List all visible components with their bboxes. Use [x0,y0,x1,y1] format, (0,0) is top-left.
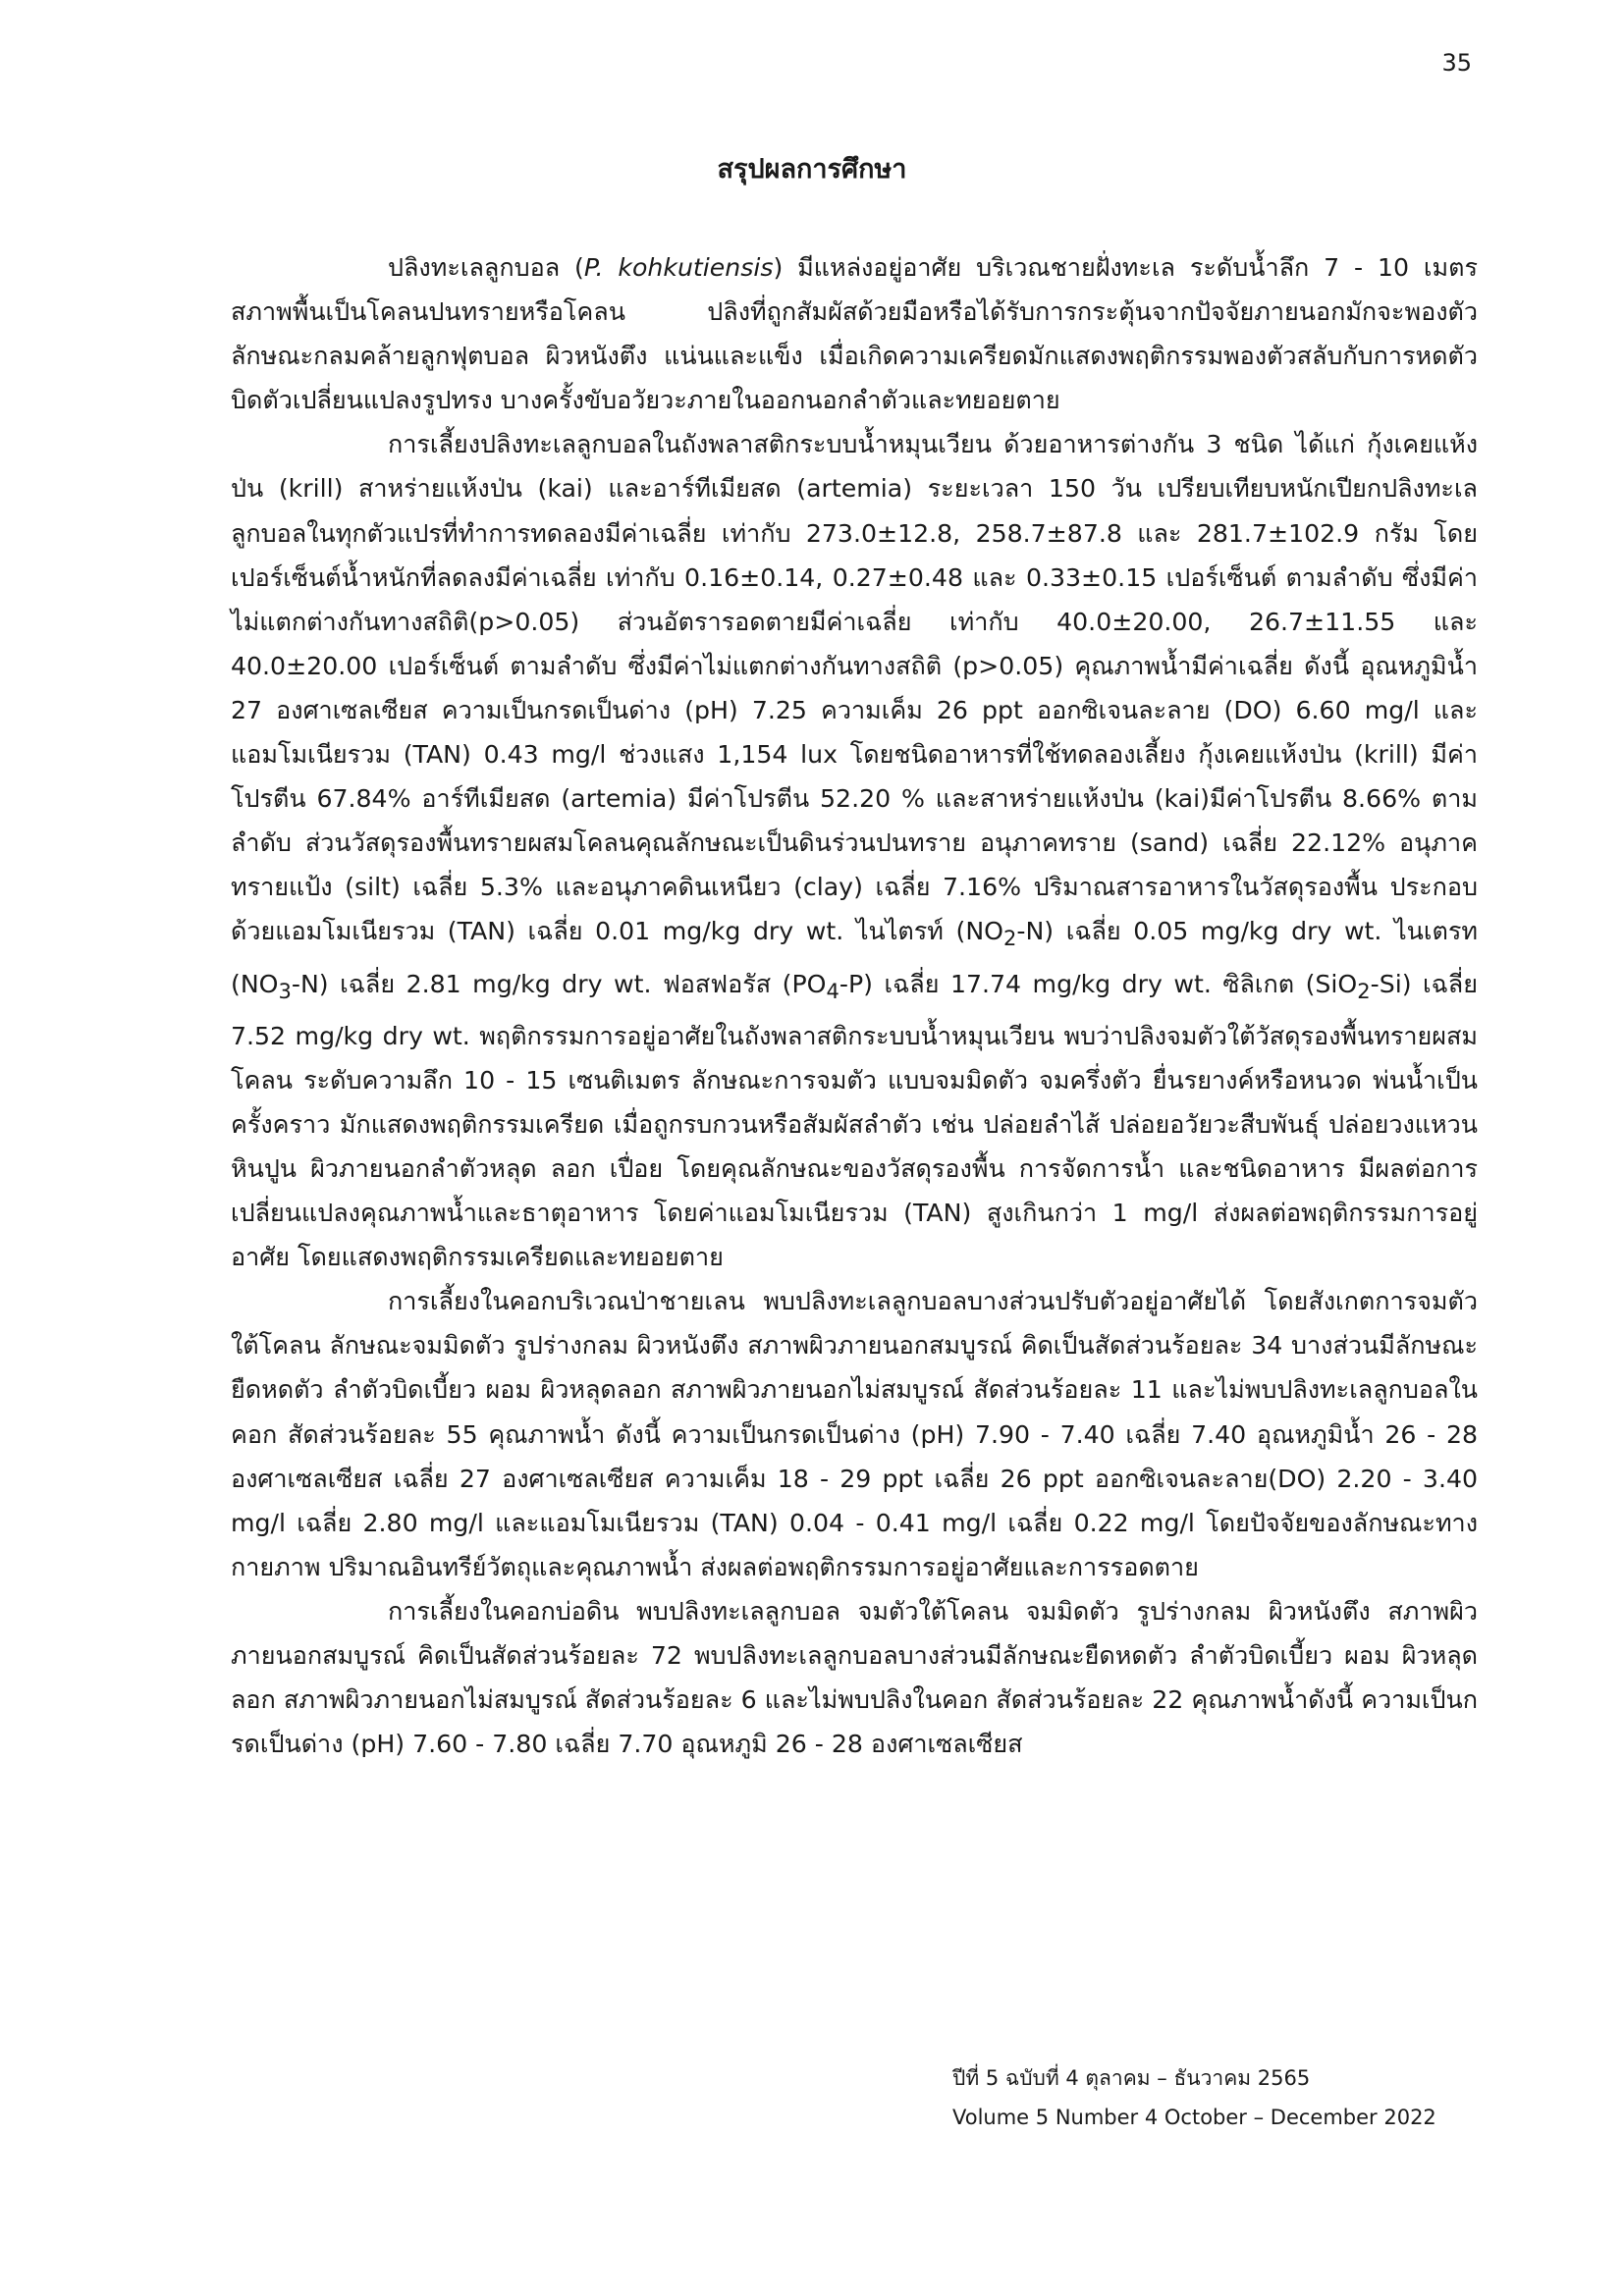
journal-footer [952,2058,1492,2137]
species-name: P. kohkutiensis [583,253,774,282]
body-text [231,245,1478,1766]
paragraph-1: ปลิงทะเลลูกบอล (P. kohkutiensis) มีแหล่งอยู่อาศัย บริเวณชายฝั่งทะเล ระดับน้ำลึก 7 - 10 เมตร สภาพพื้นเป็นโคลนปนทรายหรือโคลน ปลิงที่ถูกสัมผัสด้วยมือหรือได้รับการกระตุ้นจากปัจจัยภายนอกมักจะพองตัวลักษณะกลมคล้ายลูกฟุตบอล ผิวหนังตึง แน่นและแข็ง เมื่อเกิดความเครียดมักแสดงพฤติกรรมพองตัวสลับกับการหดตัว บิดตัวเปลี่ยนแปลงรูปทรง บางครั้งขับอวัยวะภายในออกนอกลำตัวและทยอยตาย [231,253,1478,415]
section-title: สรุปผลการศึกษา [717,154,907,185]
paragraph-3: การเลี้ยงในคอกบริเวณป่าชายเลน พบปลิงทะเลลูกบอลบางส่วนปรับตัวอยู่อาศัยได้ โดยสังเกตการจมตัวใต้โคลน ลักษณะจมมิดตัว รูปร่างกลม ผิวหนังตึง สภาพผิวภายนอกสมบูรณ์ คิดเป็นสัดส่วนร้อยละ 34 บางส่วนมีลักษณะยืดหดตัว ลำตัวบิดเบี้ยว ผอม ผิวหลุดลอก สภาพผิวภายนอกไม่สมบูรณ์ สัดส่วนร้อยละ 11 และไม่พบปลิงทะเลลูกบอลในคอก สัดส่วนร้อยละ 55 คุณภาพน้ำ ดังนี้ ความเป็นกรดเป็นด่าง (pH) 7.90 - 7.40 เฉลี่ย 7.40 อุณหภูมิน้ำ 26 - 28 องศาเซลเซียส เฉลี่ย 27 องศาเซลเซียส ความเค็ม 18 - 29 ppt เฉลี่ย 26 ppt ออกซิเจนละลาย(DO) 2.20 - 3.40 mg/l เฉลี่ย 2.80 mg/l และแอมโมเนียรวม (TAN) 0.04 - 0.41 mg/l เฉลี่ย 0.22 mg/l โดยปัจจัยของลักษณะทางกายภาพ ปริมาณอินทรีย์วัตถุและคุณภาพน้ำ ส่งผลต่อพฤติกรรมการอยู่อาศัยและการรอดตาย [231,1287,1478,1581]
footer-thai: ปีที่ 5 ฉบับที่ 4 ตุลาคม – ธันวาคม 2565 [952,2066,1311,2090]
paragraph-4: การเลี้ยงในคอกบ่อดิน พบปลิงทะเลลูกบอล จมตัวใต้โคลน จมมิดตัว รูปร่างกลม ผิวหนังตึง สภาพผิวภายนอกสมบูรณ์ คิดเป็นสัดส่วนร้อยละ 72 พบปลิงทะเลลูกบอลบางส่วนมีลักษณะยืดหดตัว ลำตัวบิดเบี้ยว ผอม ผิวหลุดลอก สภาพผิวภายนอกไม่สมบูรณ์ สัดส่วนร้อยละ 6 และไม่พบปลิงในคอก สัดส่วนร้อยละ 22 คุณภาพน้ำดังนี้ ความเป็นกรดเป็นด่าง (pH) 7.60 - 7.80 เฉลี่ย 7.70 อุณหภูมิ 26 - 28 องศาเซลเซียส [231,1596,1478,1759]
page-number: 35 [1441,49,1472,77]
footer-english: Volume 5 Number 4 October – December 2022 [952,2106,1436,2129]
paragraph-2: การเลี้ยงปลิงทะเลลูกบอลในถังพลาสติกระบบน้ำหมุนเวียน ด้วยอาหารต่างกัน 3 ชนิด ได้แก่ กุ้งเคยแห้งป่น (krill) สาหร่ายแห้งป่น (kai) และอาร์ทีเมียสด (artemia) ระยะเวลา 150 วัน เปรียบเทียบหนักเปียกปลิงทะเลลูกบอลในทุกตัวแปรที่ทำการทดลองมีค่าเฉลี่ย เท่ากับ 273.0±12.8, 258.7±87.8 และ 281.7±102.9 กรัม โดยเปอร์เซ็นต์น้ำหนักที่ลดลงมีค่าเฉลี่ย เท่ากับ 0.16±0.14, 0.27±0.48 และ 0.33±0.15 เปอร์เซ็นต์ ตามลำดับ ซึ่งมีค่าไม่แตกต่างกันทางสถิติ(p>0.05) ส่วนอัตรารอดตายมีค่าเฉลี่ย เท่ากับ 40.0±20.00, 26.7±11.55 และ 40.0±20.00 เปอร์เซ็นต์ ตามลำดับ ซึ่งมีค่าไม่แตกต่างกันทางสถิติ (p>0.05) คุณภาพน้ำมีค่าเฉลี่ย ดังนี้ อุณหภูมิน้ำ 27 องศาเซลเซียส ความเป็นกรดเป็นด่าง (pH) 7.25 ความเค็ม 26 ppt ออกซิเจนละลาย (DO) 6.60 mg/l และแอมโมเนียรวม (TAN) 0.43 mg/l ช่วงแสง 1,154 lux โดยชนิดอาหารที่ใช้ทดลองเลี้ยง กุ้งเคยแห้งป่น (krill) มีค่าโปรตีน 67.84% อาร์ทีเมียสด (artemia) มีค่าโปรตีน 52.20 % และสาหร่ายแห้งป่น (kai)มีค่าโปรตีน 8.66% ตามลำดับ ส่วนวัสดุรองพื้นทรายผสมโคลนคุณลักษณะเป็นดินร่วนปนทราย อนุภาคทราย (sand) เฉลี่ย 22.12% อนุภาคทรายแป้ง (silt) เฉลี่ย 5.3% และอนุภาคดินเหนียว (clay) เฉลี่ย 7.16% ปริมาณสารอาหารในวัสดุรองพื้น ประกอบด้วยแอมโมเนียรวม (TAN) เฉลี่ย 0.01 mg/kg dry wt. ไนไตรท์ $(NO_2-N)$ เฉลี่ย 0.05 mg/kg dry wt. ไนเตรท $(NO_3-N)$ เฉลี่ย 2.81 mg/kg dry wt. ฟอสฟอรัส $(PO_4-P)$ เฉลี่ย 17.74 mg/kg dry wt. ซิลิเกต (SiO$_2$-Si) เฉลี่ย 7.52 mg/kg dry wt. พฤติกรรมการอยู่อาศัยในถังพลาสติกระบบน้ำหมุนเวียน พบว่าปลิงจมตัวใต้วัสดุรองพื้นทรายผสมโคลน ระดับความลึก 10 - 15 เซนติเมตร ลักษณะการจมตัว แบบจมมิดตัว จมครึ่งตัว ยื่นรยางค์หรือหนวด พ่นน้ำเป็นครั้งคราว มักแสดงพฤติกรรมเครียด เมื่อถูกรบกวนหรือสัมผัสลำตัว เช่น ปล่อยลำไส้ ปล่อยอวัยวะสืบพันธุ์ ปล่อยวงแหวนหินปูน ผิวภายนอกลำตัวหลุด ลอก เปื่อย โดยคุณลักษณะของวัสดุรองพื้น การจัดการน้ำ และชนิดอาหาร มีผลต่อการเปลี่ยนแปลงคุณภาพน้ำและธาตุอาหาร โดยค่าแอมโมเนียรวม (TAN) สูงเกินกว่า 1 mg/l ส่งผลต่อพฤติกรรมการอยู่อาศัย โดยแสดงพฤติกรรมเครียดและทยอยตาย [231,430,1478,1272]
